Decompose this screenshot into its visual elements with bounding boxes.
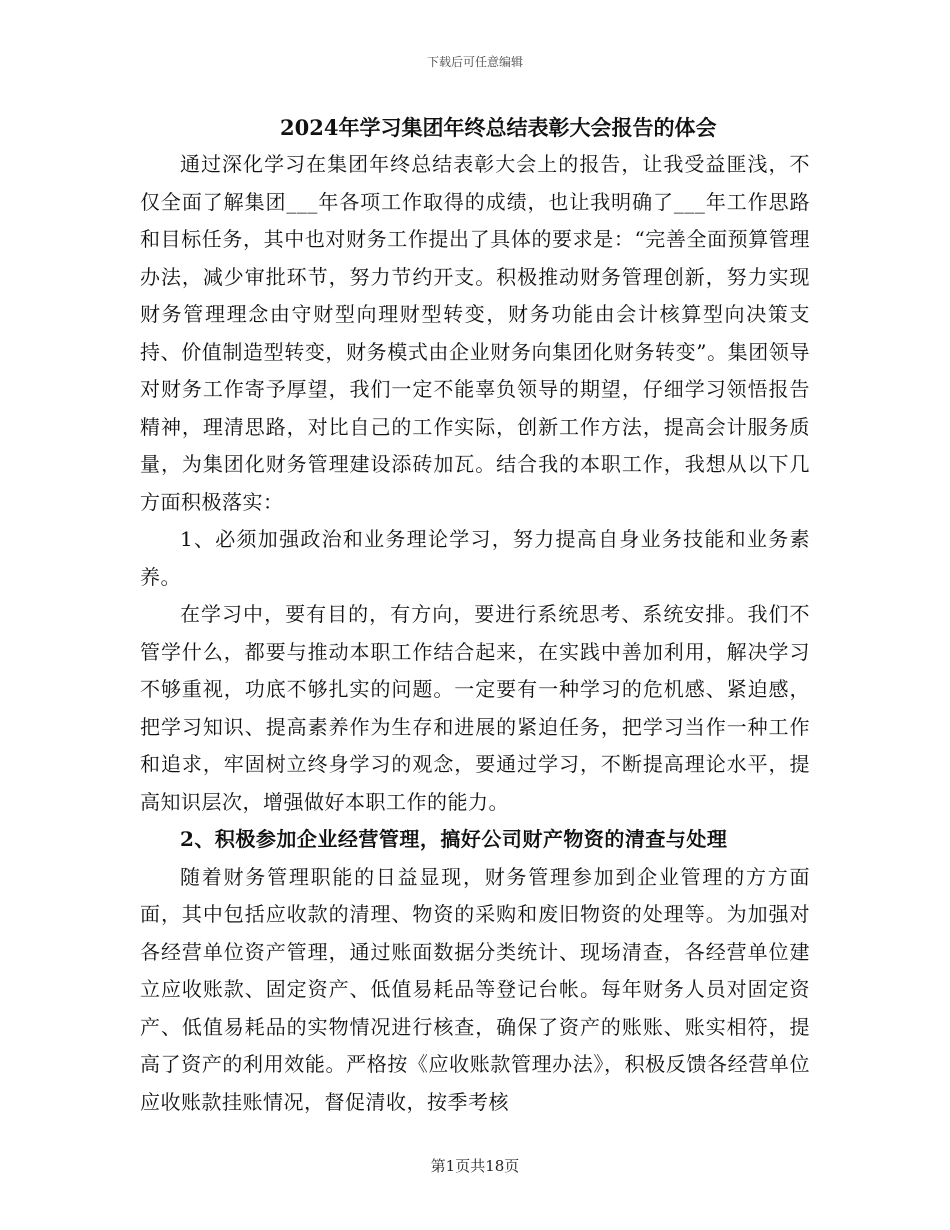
paragraph-intro: 通过深化学习在集团年终总结表彰大会上的报告，让我受益匪浅，不仅全面了解集团___年各项工作取得的成绩，也让我明确了___年工作思路和目标任务，其中也对财务工作提出了具体的要求是：“完善全面预算管理办法，减少审批环节，努力节约开支。积极推动财务管理创新，努力实现财务管理理念由守财型向理财型转变，财务功能由会计核算型向决策支持、价值制造型转变，财务模式由企业财务向集团化财务转变”。集团领导对财务工作寄予厚望，我们一定不能辜负领导的期望，仔细学习领悟报告精神，理清思路，对比自己的工作实际，创新工作方法，提高会计服务质量，为集团化财务管理建设添砖加瓦。结合我的本职工作，我想从以下几方面积极落实： — [140, 152, 810, 514]
document-title: 2024年学习集团年终总结表彰大会报告的体会 — [280, 115, 717, 140]
paragraph-study: 在学习中，要有目的，有方向，要进行系统思考、系统安排。我们不管学什么，都要与推动本职工作结合起来，在实践中善加利用，解决学习不够重视，功底不够扎实的问题。一定要有一种学习的危机感、紧迫感，把学习知识、提高素养作为生存和进展的紧迫任务，把学习当作一种工作和追求，牢固树立终身学习的观念，要通过学习，不断提高理论水平，提高知识层次，增强做好本职工作的能力。 — [140, 602, 810, 814]
page-footer: 第1页共18页 — [430, 1157, 520, 1175]
paragraph-assets: 随着财务管理职能的日益显现，财务管理参加到企业管理的方方面面，其中包括应收款的清理、物资的采购和废旧物资的处理等。为加强对各经营单位资产管理，通过账面数据分类统计、现场清查，各经营单位建立应收账款、固定资产、低值易耗品等登记台帐。每年财务人员对固定资产、低值易耗品的实物情况进行核查，确保了资产的账账、账实相符，提高了资产的利用效能。严格按《应收账款管理办法》，积极反馈各经营单位应收账款挂账情况，督促清收，按季考核 — [140, 864, 810, 1114]
paragraph-point-1: 1、必须加强政治和业务理论学习，努力提高自身业务技能和业务素养。 — [140, 527, 810, 589]
section-heading-2: 2、积极参加企业经营管理，搞好公司财产物资的清查与处理 — [180, 827, 728, 851]
header-note: 下载后可任意编辑 — [426, 55, 523, 69]
document-body — [140, 114, 810, 1121]
